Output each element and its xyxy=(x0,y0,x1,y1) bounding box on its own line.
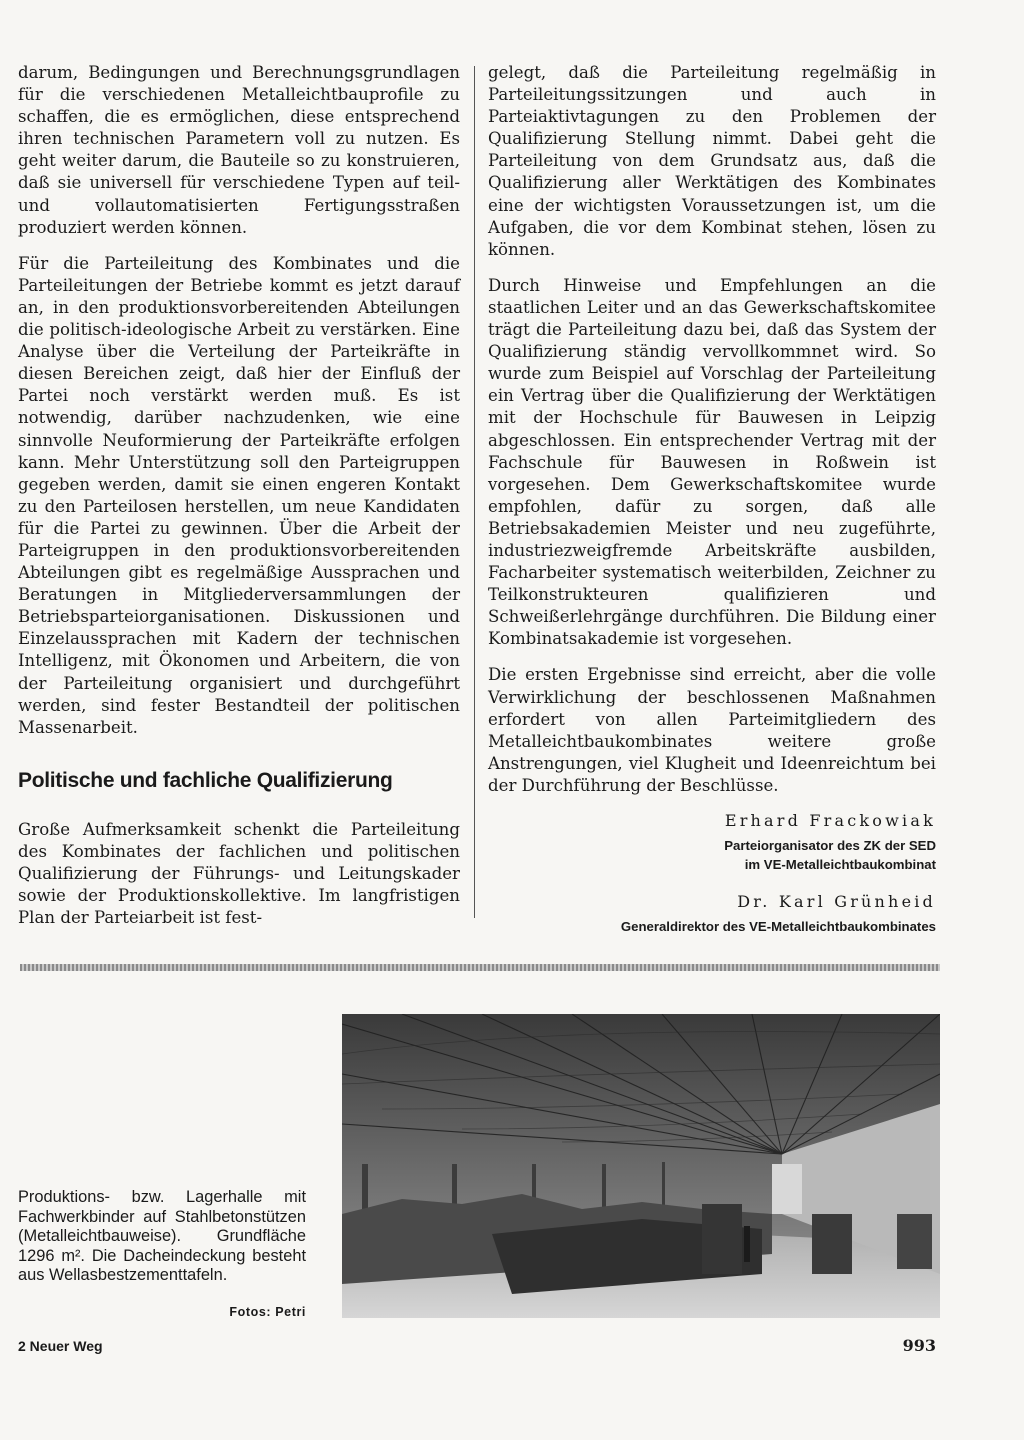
left-paragraph-3: Große Aufmerksamkeit schenkt die Parteileitung des Kombinates der fachlichen und politischen Qualifizierung der Führungs- und Leitungskader sowie der Produktionskollektive. Im langfristigen Plan der Parteiarbeit ist fest- xyxy=(18,819,460,928)
signature-frackowiak xyxy=(488,811,936,874)
signature-name: Erhard Frackowiak xyxy=(724,811,936,830)
photo-caption xyxy=(18,1188,306,1286)
signature-name: Dr. Karl Grünheid xyxy=(737,892,936,911)
right-paragraph-2: Durch Hinweise und Empfehlungen an die staatlichen Leiter und an das Gewerkschaftskomitee trägt die Parteileitung dazu bei, daß das System der Qualifizierung ständig vervollkommnet wird. So wurde zum Beispiel auf Vorschlag der Parteileitung ein Vertrag über die Qualifizierung der Werktätigen mit der Hochschule für Bauwesen in Leipzig abgeschlossen. Ein entsprechender Vertrag mit der Fachschule für Bauwesen in Roßwein ist vorgesehen. Dem Gewerkschaftskomitee wurde empfohlen, dafür zu sorgen, daß alle Betriebsakademien Meister und neu zugeführte, industriezweigfremde Arbeitskräfte ausbilden, Facharbeiter systematisch weiterbilden, Zeichner zu Teilkonstrukteuren qualifizieren und Schweißerlehrgänge durchführen. Die Bildung einer Kombinatsakademie ist vorgesehen. xyxy=(488,275,936,649)
warehouse-photo xyxy=(342,1014,940,1318)
left-paragraph-2: Für die Parteileitung des Kombinates und die Parteileitungen der Betriebe kommt es jetzt darauf an, in den produktionsvorbereitenden Abteilungen die politisch-ideologische Arbeit zu verstärken. Eine Analyse über die Verteilung der Parteikräfte in diesen Bereichen zeigt, daß hier der Einfluß der Partei noch verstärkt werden muß. Es ist notwendig, darüber nachzudenken, wie eine sinnvolle Neuformierung der Parteikräfte erfolgen kann. Mehr Unterstützung soll den Parteigruppen gegeben werden, damit sie einen engeren Kontakt zu den Parteilosen herstellen, um neue Kandidaten für die Partei zu gewinnen. Über die Arbeit der Parteigruppen in den produktionsvorbereitenden Abteilungen gibt es regelmäßige Aussprachen und Beratungen in Mitgliederversammlungen der Betriebsparteiorganisationen. Diskussionen und Einzelaussprachen mit Kadern der technischen Intelligenz, mit Ökonomen und Arbeitern, die von der Parteileitung organisiert und durchgeführt werden, sind fester Bestandteil der politischen Massenarbeit. xyxy=(18,253,460,737)
signature-title: Generaldirektor des VE-Metalleichtbaukombinates xyxy=(620,919,936,934)
page-number: 993 xyxy=(902,1336,936,1355)
warehouse-illustration xyxy=(342,1014,940,1318)
right-paragraph-3: Die ersten Ergebnisse sind erreicht, aber die volle Verwirklichung der beschlossenen Maßnahmen erfordert von allen Parteimitgliedern des Metalleichtbaukombinates weitere große Anstrengungen, viel Klugheit und Ideenreichtum bei der Durchführung der Beschlüsse. xyxy=(488,665,936,795)
footer-publication: 2 Neuer Weg xyxy=(18,1338,103,1354)
caption-text: Produktions- bzw. Lagerhalle mit Fachwerkbinder auf Stahlbetonstützen (Metalleichtbauweise). Grundfläche 1296 m². Die Dacheindeckung besteht aus Wellasbestzementtafeln. xyxy=(18,1188,306,1285)
left-paragraph-1: darum, Bedingungen und Berechnungsgrundlagen für die verschiedenen Metalleichtbauprofile zu schaffen, die es ermöglichen, diese entsprechend ihren technischen Parametern voll zu nutzen. Es geht weiter darum, die Bauteile so zu konstruieren, daß sie universell für verschiedene Typen auf teil- und vollautomatisierten Fertigungsstraßen produziert werden können. xyxy=(18,63,460,237)
photo-credit: Fotos: Petri xyxy=(229,1305,306,1319)
section-heading: Politische und fachliche Qualifizierung xyxy=(18,768,393,792)
signatures xyxy=(488,811,936,936)
section-divider xyxy=(20,964,940,971)
left-column xyxy=(18,62,460,929)
column-divider xyxy=(474,66,475,918)
signature-title: Parteiorganisator des ZK der SED xyxy=(724,838,936,853)
signature-title: im VE-Metalleichtbaukombinat xyxy=(744,857,936,872)
right-paragraph-1: gelegt, daß die Parteileitung regelmäßig in Parteileitungssitzungen und auch in Parteiaktivtagungen zu den Problemen der Qualifizierung Stellung nimmt. Dabei geht die Parteileitung von dem Grundsatz aus, daß die Qualifizierung aller Werktätigen des Kombinates eine der wichtigsten Voraussetzungen ist, um die Aufgaben, die vor dem Kombinat stehen, lösen zu können. xyxy=(488,63,936,259)
signature-gruenheid xyxy=(488,892,936,936)
right-column xyxy=(488,62,936,954)
